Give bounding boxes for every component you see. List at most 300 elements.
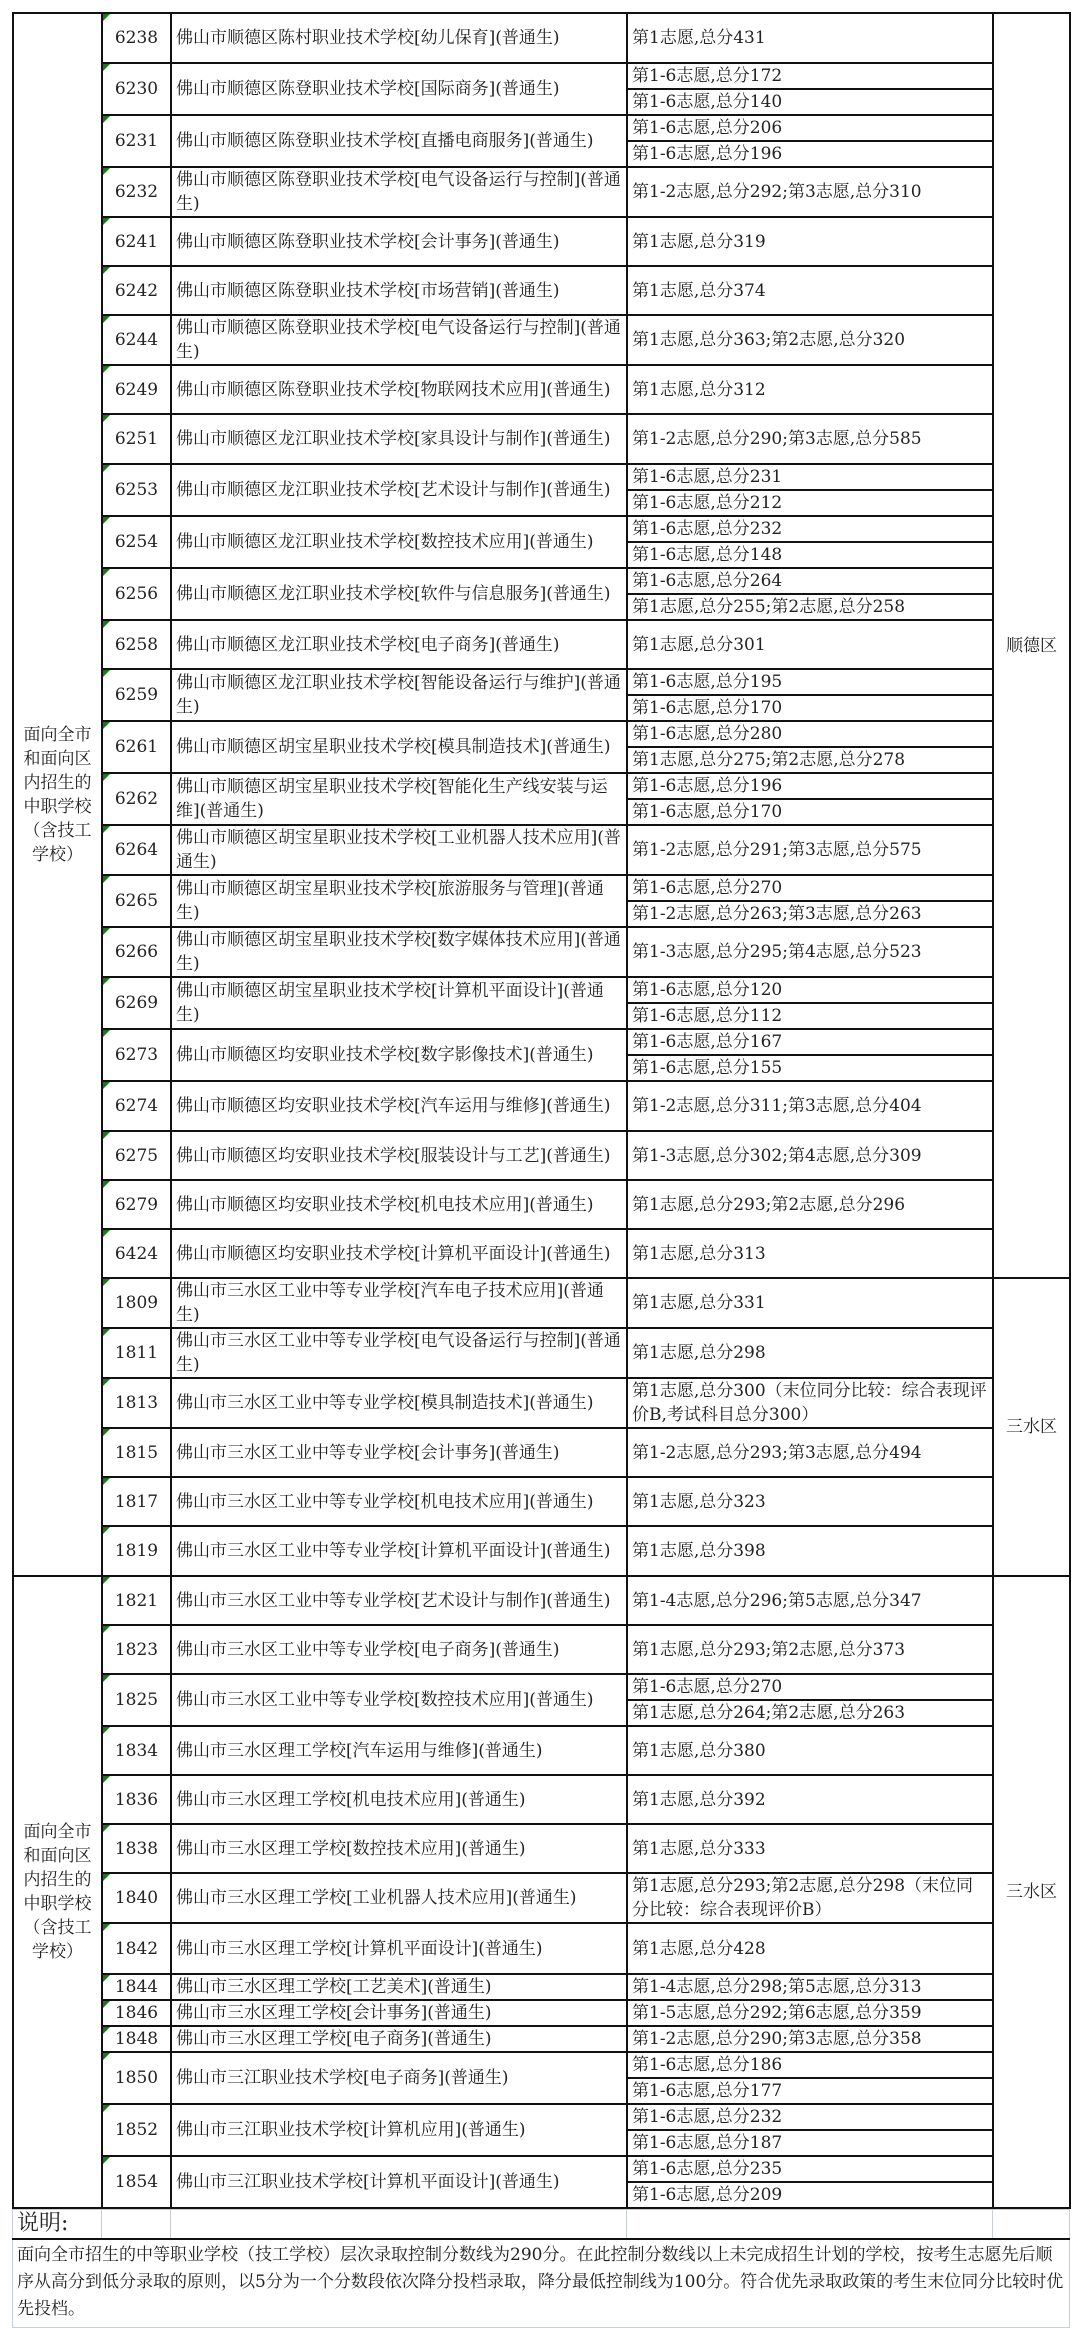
district-cell: 顺德区 — [993, 13, 1070, 1278]
notes-label-row — [13, 2210, 1070, 2240]
admission-score: 第1-2志愿,总分263;第3志愿,总分263 — [627, 901, 993, 927]
program-code — [102, 516, 171, 568]
program-code-text: 6273 — [114, 1045, 159, 1065]
table-row — [13, 1974, 1070, 2000]
school-program-name: 佛山市顺德区陈登职业技术学校[电气设备运行与控制](普通生) — [171, 315, 627, 365]
cell-comment-marker-icon — [103, 1675, 110, 1682]
cell-comment-marker-icon — [103, 168, 110, 175]
program-code-text: 1848 — [114, 2029, 159, 2049]
school-program-name: 佛山市三水区理工学校[工艺美术](普通生) — [171, 1974, 627, 2000]
table-row — [13, 1229, 1070, 1278]
program-code-text: 1811 — [114, 1343, 159, 1363]
school-program-name: 佛山市顺德区胡宝星职业技术学校[智能化生产线安装与运维](普通生) — [171, 773, 627, 825]
admission-score: 第1志愿,总分255;第2志愿,总分258 — [627, 594, 993, 620]
program-code-text: 1854 — [114, 2172, 159, 2192]
program-code — [102, 2000, 171, 2026]
school-program-name: 佛山市顺德区陈登职业技术学校[直播电商服务](普通生) — [171, 115, 627, 167]
program-code — [102, 1428, 171, 1477]
program-code — [102, 1029, 171, 1081]
school-program-name: 佛山市顺德区龙江职业技术学校[家具设计与制作](普通生) — [171, 414, 627, 464]
cell-comment-marker-icon — [103, 2053, 110, 2060]
admission-score: 第1志愿,总分380 — [627, 1726, 993, 1775]
program-code-text: 6242 — [114, 280, 159, 301]
cell-comment-marker-icon — [103, 1181, 110, 1188]
admission-score: 第1-4志愿,总分296;第5志愿,总分347 — [627, 1576, 993, 1625]
notes-label: 说明: — [13, 2210, 102, 2240]
admission-score: 第1-6志愿,总分270 — [627, 1674, 993, 1700]
cell-comment-marker-icon — [103, 2001, 110, 2008]
program-code — [102, 1180, 171, 1229]
program-code — [102, 414, 171, 464]
program-code-text: 1838 — [114, 1838, 159, 1859]
cell-comment-marker-icon — [103, 1329, 110, 1336]
admission-score: 第1-6志愿,总分270 — [627, 875, 993, 901]
admission-score: 第1志愿,总分323 — [627, 1477, 993, 1526]
program-code-text: 1819 — [114, 1541, 159, 1561]
notes-table — [12, 2209, 1070, 2328]
program-code-text: 1852 — [114, 2120, 159, 2140]
admission-score: 第1-6志愿,总分212 — [627, 490, 993, 516]
admission-score: 第1-2志愿,总分292;第3志愿,总分310 — [627, 167, 993, 217]
table-row — [13, 63, 1070, 89]
school-program-name: 佛山市顺德区胡宝星职业技术学校[数字媒体技术应用](普通生) — [171, 927, 627, 977]
admission-score: 第1-6志愿,总分148 — [627, 542, 993, 568]
admission-score: 第1志愿,总分293;第2志愿,总分298（末位同分比较：综合表现评价B） — [627, 1873, 993, 1923]
program-code-text: 1809 — [114, 1293, 159, 1313]
program-code-text: 6265 — [114, 891, 159, 911]
school-program-name: 佛山市三水区工业中等专业学校[机电技术应用](普通生) — [171, 1477, 627, 1526]
program-code-text: 1817 — [114, 1491, 159, 1512]
program-code-text: 1846 — [114, 2003, 159, 2023]
admission-score: 第1志愿,总分298 — [627, 1328, 993, 1378]
program-code-text: 6266 — [114, 942, 159, 962]
cell-comment-marker-icon — [103, 1975, 110, 1982]
program-code-text: 6253 — [114, 480, 159, 500]
school-program-name: 佛山市顺德区龙江职业技术学校[数控技术应用](普通生) — [171, 516, 627, 568]
program-code-text: 6264 — [114, 840, 159, 860]
program-code — [102, 1726, 171, 1775]
admission-score: 第1志愿,总分333 — [627, 1824, 993, 1873]
program-code-text: 1844 — [114, 1977, 159, 1997]
program-code-text: 1813 — [114, 1393, 159, 1413]
program-code — [102, 825, 171, 875]
program-code-text: 1821 — [114, 1590, 159, 1611]
table-row — [13, 1180, 1070, 1229]
school-program-name: 佛山市顺德区胡宝星职业技术学校[工业机器人技术应用](普通生) — [171, 825, 627, 875]
admission-score: 第1-6志愿,总分187 — [627, 2130, 993, 2156]
notes-body: 面向全市招生的中等职业学校（技工学校）层次录取控制分数线为290分。在此控制分数线以上未完成招生计划的学校，按考生志愿先后顺序从高分到低分录取的原则，以5分为一个分数段依次降分投档录取，降分最低控制线为100分。符合优先录取政策的考生末位同分比较时优先投档。 — [13, 2239, 1070, 2328]
admission-score: 第1-2志愿,总分290;第3志愿,总分585 — [627, 414, 993, 464]
school-program-name: 佛山市顺德区陈登职业技术学校[电气设备运行与控制](普通生) — [171, 167, 627, 217]
school-program-name: 佛山市顺德区龙江职业技术学校[软件与信息服务](普通生) — [171, 568, 627, 620]
table-row — [13, 1328, 1070, 1378]
admission-score: 第1-6志愿,总分206 — [627, 115, 993, 141]
admission-score: 第1-6志愿,总分196 — [627, 773, 993, 799]
admission-table-body — [13, 13, 1070, 2208]
admission-score: 第1-6志愿,总分231 — [627, 464, 993, 490]
program-code — [102, 63, 171, 115]
table-row — [13, 1873, 1070, 1923]
program-code-text: 6231 — [114, 131, 159, 151]
table-row — [13, 13, 1070, 63]
program-code-text: 6241 — [114, 231, 159, 252]
table-row — [13, 115, 1070, 141]
admission-score: 第1志愿,总分398 — [627, 1526, 993, 1576]
cell-comment-marker-icon — [103, 928, 110, 935]
table-row — [13, 1674, 1070, 1700]
program-code — [102, 315, 171, 365]
cell-comment-marker-icon — [103, 1776, 110, 1783]
cell-comment-marker-icon — [103, 366, 110, 373]
program-code-text: 6261 — [114, 737, 159, 757]
admission-score: 第1志愿,总分312 — [627, 365, 993, 414]
cell-comment-marker-icon — [103, 1132, 110, 1139]
table-row — [13, 217, 1070, 266]
program-code — [102, 1229, 171, 1278]
program-code-text: 6275 — [114, 1145, 159, 1166]
admission-score: 第1-6志愿,总分112 — [627, 1003, 993, 1029]
program-code-text: 6230 — [114, 79, 159, 99]
admission-score: 第1-6志愿,总分140 — [627, 89, 993, 115]
cell-comment-marker-icon — [103, 2157, 110, 2164]
table-row — [13, 1477, 1070, 1526]
table-row — [13, 1081, 1070, 1131]
school-program-name: 佛山市三水区理工学校[工业机器人技术应用](普通生) — [171, 1873, 627, 1923]
table-row — [13, 977, 1070, 1003]
program-code — [102, 1477, 171, 1526]
school-program-name: 佛山市三水区理工学校[数控技术应用](普通生) — [171, 1824, 627, 1873]
admission-score: 第1-3志愿,总分295;第4志愿,总分523 — [627, 927, 993, 977]
table-row — [13, 773, 1070, 799]
school-program-name: 佛山市顺德区胡宝星职业技术学校[计算机平面设计](普通生) — [171, 977, 627, 1029]
school-program-name: 佛山市三水区理工学校[机电技术应用](普通生) — [171, 1775, 627, 1824]
district-cell: 三水区 — [993, 1576, 1070, 2208]
admission-score: 第1志愿,总分331 — [627, 1278, 993, 1328]
program-code — [102, 1378, 171, 1428]
admission-score: 第1-6志愿,总分120 — [627, 977, 993, 1003]
table-row — [13, 2052, 1070, 2078]
admission-score: 第1志愿,总分363;第2志愿,总分320 — [627, 315, 993, 365]
cell-comment-marker-icon — [103, 1030, 110, 1037]
program-code — [102, 721, 171, 773]
program-code — [102, 2026, 171, 2052]
cell-comment-marker-icon — [103, 1727, 110, 1734]
program-code — [102, 464, 171, 516]
program-code — [102, 977, 171, 1029]
program-code — [102, 365, 171, 414]
cell-comment-marker-icon — [103, 517, 110, 524]
program-code-text: 6259 — [114, 685, 159, 705]
admission-score: 第1-2志愿,总分293;第3志愿,总分494 — [627, 1428, 993, 1477]
table-row — [13, 568, 1070, 594]
program-code — [102, 115, 171, 167]
program-code — [102, 1824, 171, 1873]
admission-score: 第1志愿,总分300（末位同分比较：综合表现评价B,考试科目总分300） — [627, 1378, 993, 1428]
admission-score: 第1志愿,总分293;第2志愿,总分373 — [627, 1625, 993, 1674]
admission-score: 第1-6志愿,总分170 — [627, 695, 993, 721]
program-code-text: 6258 — [114, 634, 159, 655]
cell-comment-marker-icon — [103, 569, 110, 576]
program-code — [102, 1873, 171, 1923]
program-code — [102, 2156, 171, 2208]
admission-score: 第1-6志愿,总分232 — [627, 2104, 993, 2130]
cell-comment-marker-icon — [103, 267, 110, 274]
admission-score: 第1志愿,总分428 — [627, 1923, 993, 1974]
cell-comment-marker-icon — [103, 1478, 110, 1485]
cell-comment-marker-icon — [103, 1230, 110, 1237]
cell-comment-marker-icon — [103, 1626, 110, 1633]
admission-score: 第1志愿,总分431 — [627, 13, 993, 63]
program-code-text: 6244 — [114, 330, 159, 350]
admission-table — [12, 12, 1071, 2209]
school-program-name: 佛山市顺德区陈村职业技术学校[幼儿保育](普通生) — [171, 13, 627, 63]
table-row — [13, 2000, 1070, 2026]
school-program-name: 佛山市顺德区陈登职业技术学校[国际商务](普通生) — [171, 63, 627, 115]
cell-comment-marker-icon — [103, 64, 110, 71]
program-code — [102, 1526, 171, 1576]
program-code-text: 6274 — [114, 1096, 159, 1116]
admission-score: 第1-2志愿,总分311;第3志愿,总分404 — [627, 1081, 993, 1131]
program-code — [102, 217, 171, 266]
program-code — [102, 927, 171, 977]
table-row — [13, 1726, 1070, 1775]
cell-comment-marker-icon — [103, 465, 110, 472]
admission-score: 第1-6志愿,总分155 — [627, 1055, 993, 1081]
program-code-text: 6256 — [114, 584, 159, 604]
school-program-name: 佛山市三水区理工学校[计算机平面设计](普通生) — [171, 1923, 627, 1974]
school-program-name: 佛山市三江职业技术学校[电子商务](普通生) — [171, 2052, 627, 2104]
program-code-text: 1850 — [114, 2068, 159, 2088]
admission-score: 第1-5志愿,总分292;第6志愿,总分359 — [627, 2000, 993, 2026]
table-row — [13, 1625, 1070, 1674]
district-cell: 三水区 — [993, 1278, 1070, 1576]
school-program-name: 佛山市顺德区均安职业技术学校[机电技术应用](普通生) — [171, 1180, 627, 1229]
admission-score: 第1-6志愿,总分170 — [627, 799, 993, 825]
table-row — [13, 516, 1070, 542]
program-code — [102, 1775, 171, 1824]
admission-score-sheet — [12, 12, 1069, 2328]
cell-comment-marker-icon — [103, 218, 110, 225]
school-program-name: 佛山市顺德区龙江职业技术学校[智能设备运行与维护](普通生) — [171, 669, 627, 721]
program-code — [102, 167, 171, 217]
program-code-text: 1834 — [114, 1740, 159, 1761]
table-row — [13, 825, 1070, 875]
table-row — [13, 721, 1070, 747]
admission-score: 第1志愿,总分264;第2志愿,总分263 — [627, 1700, 993, 1726]
admission-score: 第1志愿,总分313 — [627, 1229, 993, 1278]
cell-comment-marker-icon — [103, 1577, 110, 1584]
admission-score: 第1-6志愿,总分264 — [627, 568, 993, 594]
table-row — [13, 620, 1070, 669]
program-code — [102, 2104, 171, 2156]
cell-comment-marker-icon — [103, 826, 110, 833]
program-code-text: 1823 — [114, 1639, 159, 1660]
table-row — [13, 414, 1070, 464]
admission-score: 第1-6志愿,总分209 — [627, 2182, 993, 2208]
program-code-text: 6424 — [114, 1243, 159, 1264]
table-row — [13, 2156, 1070, 2182]
program-code-text: 1815 — [114, 1442, 159, 1463]
school-program-name: 佛山市三水区理工学校[汽车运用与维修](普通生) — [171, 1726, 627, 1775]
admission-score: 第1-6志愿,总分186 — [627, 2052, 993, 2078]
program-code — [102, 1576, 171, 1625]
cell-comment-marker-icon — [103, 1825, 110, 1832]
admission-score: 第1-3志愿,总分302;第4志愿,总分309 — [627, 1131, 993, 1180]
admission-score: 第1-2志愿,总分290;第3志愿,总分358 — [627, 2026, 993, 2052]
table-row — [13, 365, 1070, 414]
notes-empty-cell — [171, 2210, 627, 2240]
school-program-name: 佛山市顺德区均安职业技术学校[汽车运用与维修](普通生) — [171, 1081, 627, 1131]
cell-comment-marker-icon — [103, 415, 110, 422]
table-row — [13, 1428, 1070, 1477]
school-program-name: 佛山市三水区工业中等专业学校[汽车电子技术应用](普通生) — [171, 1278, 627, 1328]
table-row — [13, 167, 1070, 217]
notes-empty-cell — [993, 2210, 1070, 2240]
school-program-name: 佛山市三江职业技术学校[计算机平面设计](普通生) — [171, 2156, 627, 2208]
table-row — [13, 464, 1070, 490]
cell-comment-marker-icon — [103, 1527, 110, 1534]
school-program-name: 佛山市顺德区陈登职业技术学校[会计事务](普通生) — [171, 217, 627, 266]
cell-comment-marker-icon — [103, 1429, 110, 1436]
program-code — [102, 773, 171, 825]
school-program-name: 佛山市顺德区陈登职业技术学校[物联网技术应用](普通生) — [171, 365, 627, 414]
admission-score: 第1-6志愿,总分177 — [627, 2078, 993, 2104]
program-code — [102, 1923, 171, 1974]
school-program-name: 佛山市三水区工业中等专业学校[电子商务](普通生) — [171, 1625, 627, 1674]
table-row — [13, 1526, 1070, 1576]
school-program-name: 佛山市顺德区龙江职业技术学校[电子商务](普通生) — [171, 620, 627, 669]
cell-comment-marker-icon — [103, 1279, 110, 1286]
category-cell: 面向全市和面向区内招生的中职学校（含技工学校） — [13, 1576, 102, 2208]
cell-comment-marker-icon — [103, 2105, 110, 2112]
school-program-name: 佛山市顺德区均安职业技术学校[服装设计与工艺](普通生) — [171, 1131, 627, 1180]
cell-comment-marker-icon — [103, 621, 110, 628]
cell-comment-marker-icon — [103, 1082, 110, 1089]
school-program-name: 佛山市三水区理工学校[电子商务](普通生) — [171, 2026, 627, 2052]
table-row — [13, 1775, 1070, 1824]
school-program-name: 佛山市三水区工业中等专业学校[数控技术应用](普通生) — [171, 1674, 627, 1726]
program-code — [102, 266, 171, 315]
program-code-text: 6269 — [114, 993, 159, 1013]
school-program-name: 佛山市三水区工业中等专业学校[电气设备运行与控制](普通生) — [171, 1328, 627, 1378]
table-row — [13, 1029, 1070, 1055]
program-code — [102, 568, 171, 620]
school-program-name: 佛山市顺德区陈登职业技术学校[市场营销](普通生) — [171, 266, 627, 315]
program-code-text: 6254 — [114, 532, 159, 552]
admission-score: 第1志愿,总分301 — [627, 620, 993, 669]
program-code-text: 6232 — [114, 182, 159, 202]
admission-score: 第1-6志愿,总分195 — [627, 669, 993, 695]
cell-comment-marker-icon — [103, 316, 110, 323]
admission-score: 第1-2志愿,总分291;第3志愿,总分575 — [627, 825, 993, 875]
table-row — [13, 1824, 1070, 1873]
school-program-name: 佛山市三水区工业中等专业学校[计算机平面设计](普通生) — [171, 1526, 627, 1576]
cell-comment-marker-icon — [103, 774, 110, 781]
cell-comment-marker-icon — [103, 722, 110, 729]
notes-body-row — [13, 2239, 1070, 2328]
program-code-text: 6251 — [114, 429, 159, 449]
program-code-text: 1840 — [114, 1888, 159, 1908]
table-row — [13, 2026, 1070, 2052]
program-code-text: 6249 — [114, 379, 159, 400]
school-program-name: 佛山市顺德区均安职业技术学校[数字影像技术](普通生) — [171, 1029, 627, 1081]
table-row — [13, 1576, 1070, 1625]
program-code — [102, 1974, 171, 2000]
table-row — [13, 875, 1070, 901]
school-program-name: 佛山市顺德区均安职业技术学校[计算机平面设计](普通生) — [171, 1229, 627, 1278]
program-code — [102, 1625, 171, 1674]
cell-comment-marker-icon — [103, 1874, 110, 1881]
notes-empty-cell — [102, 2210, 171, 2240]
cell-comment-marker-icon — [103, 978, 110, 985]
school-program-name: 佛山市三江职业技术学校[计算机应用](普通生) — [171, 2104, 627, 2156]
admission-score: 第1志愿,总分275;第2志愿,总分278 — [627, 747, 993, 773]
program-code — [102, 620, 171, 669]
table-row — [13, 315, 1070, 365]
cell-comment-marker-icon — [103, 1924, 110, 1931]
admission-score: 第1-6志愿,总分232 — [627, 516, 993, 542]
admission-score: 第1志愿,总分319 — [627, 217, 993, 266]
school-program-name: 佛山市顺德区胡宝星职业技术学校[旅游服务与管理](普通生) — [171, 875, 627, 927]
table-row — [13, 1278, 1070, 1328]
program-code-text: 1836 — [114, 1789, 159, 1810]
admission-score: 第1-6志愿,总分280 — [627, 721, 993, 747]
school-program-name: 佛山市三水区工业中等专业学校[会计事务](普通生) — [171, 1428, 627, 1477]
cell-comment-marker-icon — [103, 876, 110, 883]
table-row — [13, 1923, 1070, 1974]
program-code — [102, 13, 171, 63]
cell-comment-marker-icon — [103, 116, 110, 123]
program-code-text: 1825 — [114, 1690, 159, 1710]
cell-comment-marker-icon — [103, 2027, 110, 2034]
program-code — [102, 669, 171, 721]
program-code-text: 6262 — [114, 789, 159, 809]
table-row — [13, 669, 1070, 695]
program-code-text: 6279 — [114, 1194, 159, 1215]
program-code — [102, 1131, 171, 1180]
cell-comment-marker-icon — [103, 670, 110, 677]
table-row — [13, 266, 1070, 315]
table-row — [13, 1378, 1070, 1428]
program-code — [102, 1674, 171, 1726]
admission-score: 第1-6志愿,总分196 — [627, 141, 993, 167]
table-row — [13, 927, 1070, 977]
admission-score: 第1志愿,总分392 — [627, 1775, 993, 1824]
admission-score: 第1志愿,总分374 — [627, 266, 993, 315]
program-code — [102, 875, 171, 927]
school-program-name: 佛山市顺德区龙江职业技术学校[艺术设计与制作](普通生) — [171, 464, 627, 516]
program-code-text: 6238 — [114, 28, 159, 48]
program-code — [102, 1278, 171, 1328]
program-code-text: 1842 — [114, 1938, 159, 1959]
program-code — [102, 2052, 171, 2104]
admission-score: 第1志愿,总分293;第2志愿,总分296 — [627, 1180, 993, 1229]
cell-comment-marker-icon — [103, 1379, 110, 1386]
table-row — [13, 2104, 1070, 2130]
school-program-name: 佛山市顺德区胡宝星职业技术学校[模具制造技术](普通生) — [171, 721, 627, 773]
school-program-name: 佛山市三水区工业中等专业学校[模具制造技术](普通生) — [171, 1378, 627, 1428]
admission-score: 第1-6志愿,总分167 — [627, 1029, 993, 1055]
program-code — [102, 1328, 171, 1378]
admission-score: 第1-6志愿,总分172 — [627, 63, 993, 89]
notes-empty-cell — [627, 2210, 993, 2240]
school-program-name: 佛山市三水区工业中等专业学校[艺术设计与制作](普通生) — [171, 1576, 627, 1625]
school-program-name: 佛山市三水区理工学校[会计事务](普通生) — [171, 2000, 627, 2026]
program-code — [102, 1081, 171, 1131]
admission-score: 第1-4志愿,总分298;第5志愿,总分313 — [627, 1974, 993, 2000]
cell-comment-marker-icon — [103, 14, 110, 21]
category-cell: 面向全市和面向区内招生的中职学校（含技工学校） — [13, 13, 102, 1576]
